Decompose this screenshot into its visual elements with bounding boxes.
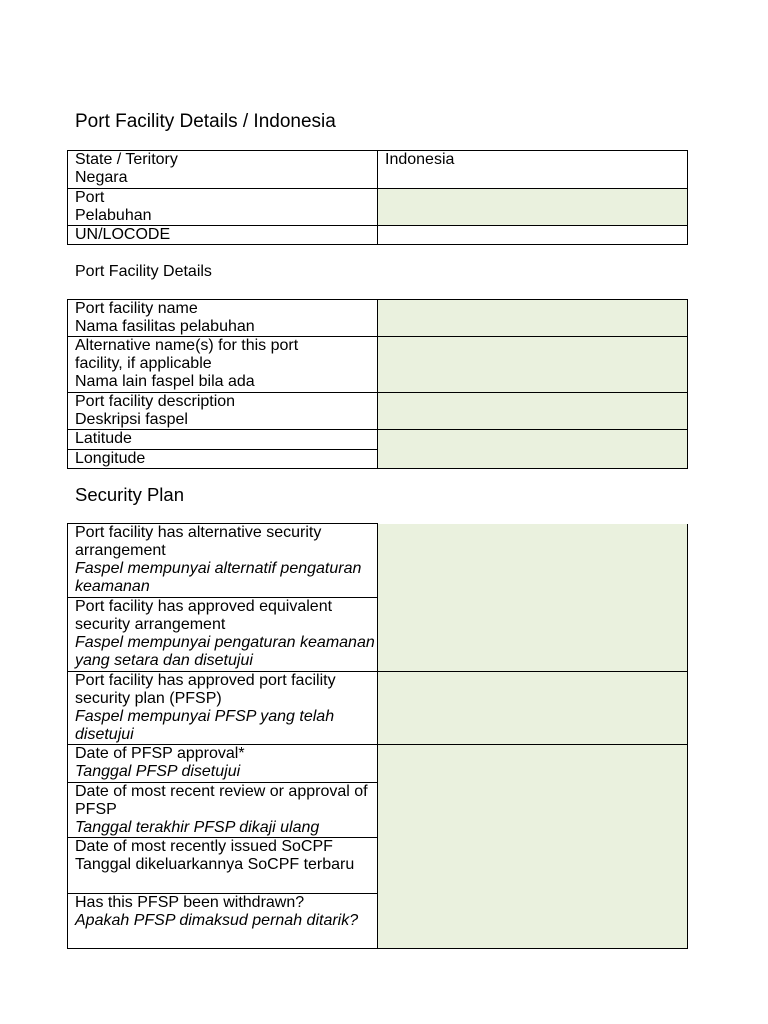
label-en: Port facility name xyxy=(75,300,198,317)
label-id: Faspel mempunyai alternatif pengaturan keamanan xyxy=(75,560,362,595)
section-heading-security-plan: Security Plan xyxy=(75,484,184,505)
label-cell xyxy=(68,598,378,672)
security-plan-table xyxy=(67,523,688,949)
label-id: Faspel mempunyai pengaturan keamanan yang setara dan disetujui xyxy=(75,634,375,669)
label-id: Negara xyxy=(75,169,128,186)
label-en: Port facility has approved port facility security plan (PFSP) xyxy=(75,672,336,707)
port-facility-name-field[interactable] xyxy=(378,300,688,337)
table-row xyxy=(68,524,688,598)
label-id: Faspel mempunyai PFSP yang telah disetujui xyxy=(75,708,335,743)
label-id: Tanggal dikeluarkannya SoCPF terbaru xyxy=(75,856,355,873)
port-facility-details-table xyxy=(67,299,688,469)
label-en: Date of PFSP approval* xyxy=(75,745,245,762)
label-en: Date of most recent review or approval of PFSP xyxy=(75,783,368,818)
label-cell xyxy=(68,151,378,189)
port-info-table xyxy=(67,150,688,245)
table-row xyxy=(68,672,688,745)
label-cell xyxy=(68,189,378,226)
label-cell xyxy=(68,226,378,245)
unlocode-field[interactable] xyxy=(378,226,688,245)
table-row xyxy=(68,226,688,245)
label-cell xyxy=(68,430,378,450)
label-id: Tanggal terakhir PFSP dikaji ulang xyxy=(75,819,320,836)
label-id: Pelabuhan xyxy=(75,207,152,224)
label-id: Tanggal PFSP disetujui xyxy=(75,763,241,780)
label-en: Has this PFSP been withdrawn? xyxy=(75,894,305,911)
port-field[interactable] xyxy=(378,189,688,226)
label-cell xyxy=(68,838,378,894)
label-en: Alternative name(s) for this port facility, if applicable xyxy=(75,337,299,372)
label-cell xyxy=(68,393,378,430)
table-row xyxy=(68,430,688,450)
label-en: Port facility has alternative security arrangement xyxy=(75,524,322,559)
label-cell xyxy=(68,894,378,949)
table-row xyxy=(68,151,688,189)
label-cell xyxy=(68,524,378,598)
label-id: Deskripsi faspel xyxy=(75,411,188,428)
port-facility-description-field[interactable] xyxy=(378,393,688,430)
label-cell xyxy=(68,672,378,745)
label-en: Port facility has approved equivalent security arrangement xyxy=(75,598,333,633)
label-cell xyxy=(68,337,378,393)
approved-pfsp-field[interactable] xyxy=(378,672,688,745)
label-en: Port xyxy=(75,189,105,206)
section-heading-port-facility-details: Port Facility Details xyxy=(75,263,212,280)
table-row xyxy=(68,745,688,783)
lat-long-field[interactable] xyxy=(378,430,688,469)
label-cell xyxy=(68,450,378,469)
table-row xyxy=(68,393,688,430)
label-en: UN/LOCODE xyxy=(75,226,171,243)
label-en: Latitude xyxy=(75,430,132,447)
label-cell xyxy=(68,783,378,838)
label-cell xyxy=(68,745,378,783)
table-row xyxy=(68,337,688,393)
state-territory-field[interactable]: Indonesia xyxy=(378,151,688,189)
alternative-arrangement-field[interactable] xyxy=(378,524,688,672)
label-en: Port facility description xyxy=(75,393,236,410)
pfsp-dates-field[interactable] xyxy=(378,745,688,949)
label-cell xyxy=(68,300,378,337)
label-id: Apakah PFSP dimaksud pernah ditarik? xyxy=(75,912,359,929)
page-title: Port Facility Details / Indonesia xyxy=(75,111,336,132)
label-id: Nama lain faspel bila ada xyxy=(75,373,255,390)
table-row xyxy=(68,189,688,226)
label-en: Longitude xyxy=(75,450,146,467)
table-row xyxy=(68,300,688,337)
alternative-name-field[interactable] xyxy=(378,337,688,393)
label-en: State / Teritory xyxy=(75,151,178,168)
label-id: Nama fasilitas pelabuhan xyxy=(75,318,255,335)
label-en: Date of most recently issued SoCPF xyxy=(75,838,333,855)
